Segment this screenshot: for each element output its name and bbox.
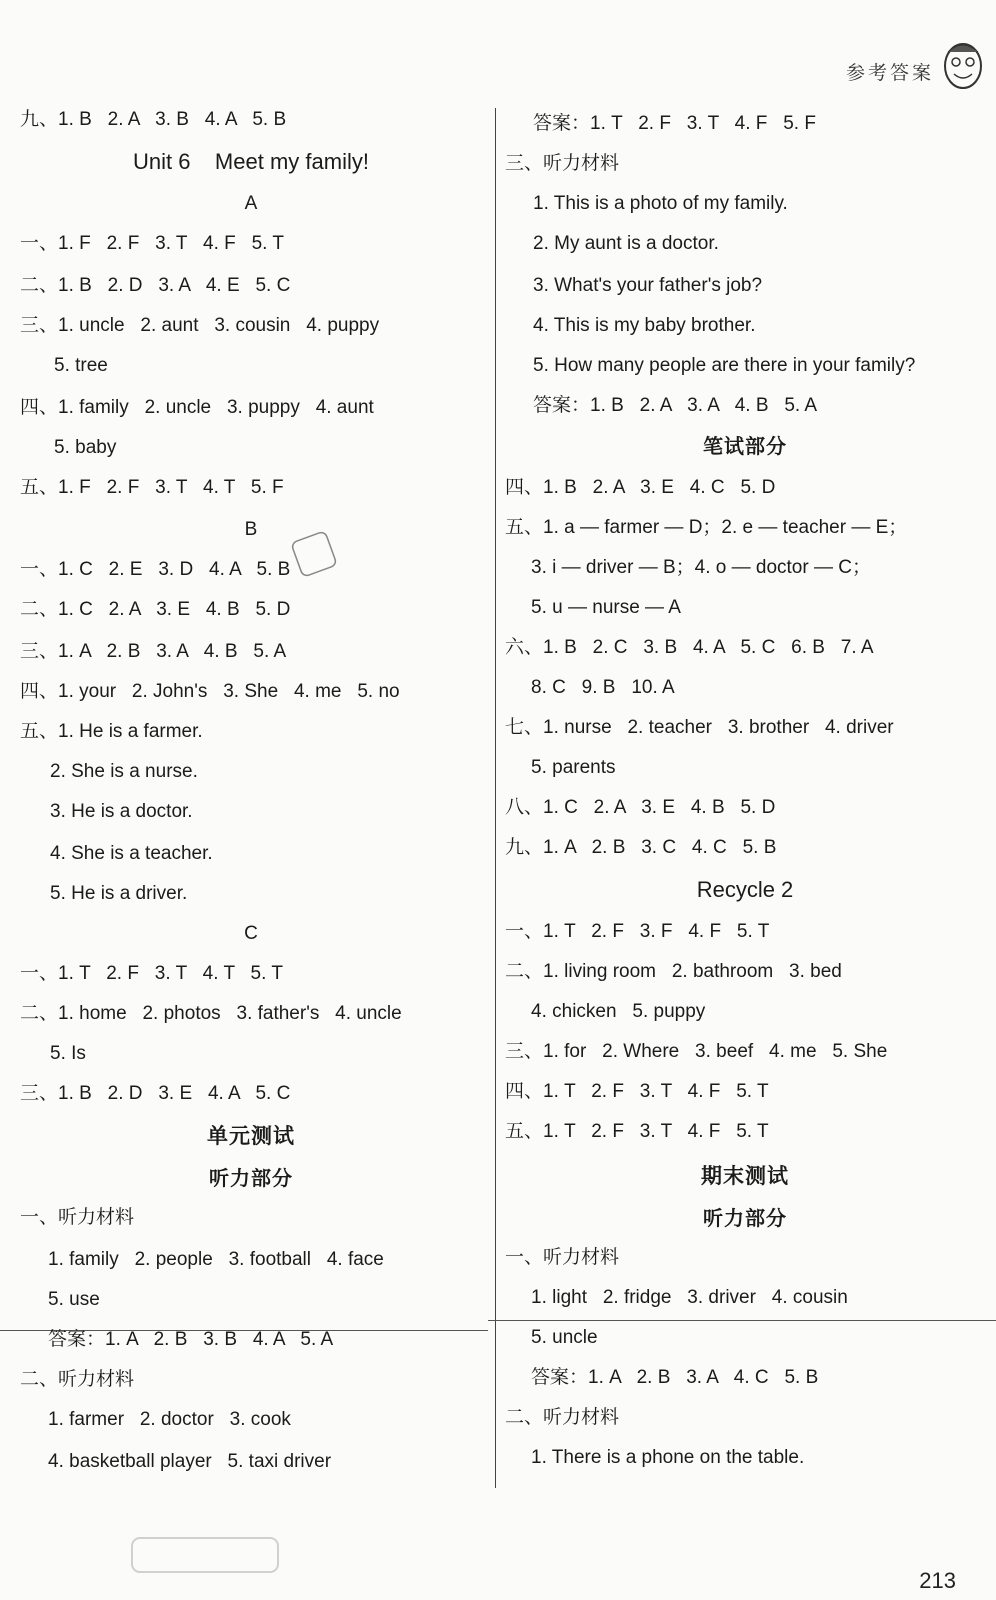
left-line: 四、1. family 2. uncle 3. puppy 4. aunt bbox=[20, 397, 374, 418]
right-line: 三、1. for 2. Where 3. beef 4. me 5. She bbox=[505, 1041, 888, 1062]
left-line: 5. Is bbox=[50, 1043, 86, 1064]
right-line: 5. u — nurse — A bbox=[531, 597, 681, 618]
left-line: 一、1. C 2. E 3. D 4. A 5. B bbox=[20, 559, 291, 580]
left-line: 三、1. uncle 2. aunt 3. cousin 4. puppy bbox=[20, 315, 380, 336]
right-line: 二、1. living room 2. bathroom 3. bed bbox=[505, 961, 842, 982]
mascot-icon bbox=[940, 38, 986, 98]
left-line: Unit 6 Meet my family! bbox=[133, 149, 369, 174]
right-line: 七、1. nurse 2. teacher 3. brother 4. driver bbox=[505, 717, 894, 738]
left-line: 五、1. F 2. F 3. T 4. T 5. F bbox=[20, 477, 284, 498]
right-line: 三、听力材料 bbox=[505, 153, 620, 174]
right-line: 答案：1. A 2. B 3. A 4. C 5. B bbox=[531, 1367, 819, 1388]
right-line: 四、1. T 2. F 3. T 4. F 5. T bbox=[505, 1081, 769, 1102]
left-line: 二、1. C 2. A 3. E 4. B 5. D bbox=[20, 599, 291, 620]
right-rule bbox=[488, 1320, 996, 1321]
left-line: 答案：1. A 2. B 3. B 4. A 5. A bbox=[48, 1329, 334, 1350]
right-line: 答案：1. T 2. F 3. T 4. F 5. F bbox=[533, 113, 816, 134]
right-line: 4. This is my baby brother. bbox=[533, 315, 756, 336]
right-line: 2. My aunt is a doctor. bbox=[533, 233, 719, 254]
left-line: 5. tree bbox=[54, 355, 108, 376]
right-line: 1. light 2. fridge 3. driver 4. cousin bbox=[531, 1287, 848, 1308]
left-line: 4. basketball player 5. taxi driver bbox=[48, 1451, 332, 1472]
left-line: 二、1. home 2. photos 3. father's 4. uncle bbox=[20, 1003, 402, 1024]
left-line: 四、1. your 2. John's 3. She 4. me 5. no bbox=[20, 681, 400, 702]
left-line: 1. farmer 2. doctor 3. cook bbox=[48, 1409, 291, 1430]
right-line: 五、1. T 2. F 3. T 4. F 5. T bbox=[505, 1121, 769, 1142]
left-line: 三、1. A 2. B 3. A 4. B 5. A bbox=[20, 641, 287, 662]
left-line: 二、听力材料 bbox=[20, 1369, 135, 1390]
left-line: 一、1. T 2. F 3. T 4. T 5. T bbox=[20, 963, 283, 984]
left-line: 5. baby bbox=[54, 437, 117, 458]
right-line: 五、1. a — farmer — D；2. e — teacher — E； bbox=[505, 517, 908, 538]
right-line: 8. C 9. B 10. A bbox=[531, 677, 675, 698]
right-line: 3. What's your father's job? bbox=[533, 275, 763, 296]
page-number: 213 bbox=[919, 1568, 956, 1593]
right-line: 1. There is a phone on the table. bbox=[531, 1447, 805, 1468]
left-line: 三、1. B 2. D 3. E 4. A 5. C bbox=[20, 1083, 291, 1104]
right-line: 答案：1. B 2. A 3. A 4. B 5. A bbox=[533, 395, 818, 416]
stamp-mark-icon bbox=[290, 530, 338, 578]
left-line: 听力部分 bbox=[209, 1166, 293, 1190]
right-line: 1. This is a photo of my family. bbox=[533, 193, 788, 214]
left-line: 二、1. B 2. D 3. A 4. E 5. C bbox=[20, 275, 291, 296]
left-line: 2. She is a nurse. bbox=[50, 761, 198, 782]
right-line: 听力部分 bbox=[703, 1206, 787, 1230]
left-line: 4. She is a teacher. bbox=[50, 843, 213, 864]
right-line: Recycle 2 bbox=[696, 877, 794, 902]
header-title: 参考答案 bbox=[845, 62, 934, 84]
right-line: 四、1. B 2. A 3. E 4. C 5. D bbox=[505, 477, 776, 498]
left-line: C bbox=[244, 923, 258, 944]
left-line: 1. family 2. people 3. football 4. face bbox=[48, 1249, 384, 1270]
left-line: 5. use bbox=[48, 1289, 100, 1310]
right-line: 3. i — driver — B；4. o — doctor — C； bbox=[531, 557, 871, 578]
right-line: 笔试部分 bbox=[703, 434, 787, 458]
left-line: B bbox=[244, 519, 258, 540]
left-line: 3. He is a doctor. bbox=[50, 801, 193, 822]
right-line: 5. parents bbox=[531, 757, 616, 778]
watermark-icon bbox=[130, 1530, 280, 1580]
right-line: 4. chicken 5. puppy bbox=[531, 1001, 706, 1022]
right-line: 5. uncle bbox=[531, 1327, 598, 1348]
left-line: 九、1. B 2. A 3. B 4. A 5. B bbox=[20, 109, 287, 130]
right-line: 八、1. C 2. A 3. E 4. B 5. D bbox=[505, 797, 776, 818]
column-divider bbox=[495, 108, 496, 1488]
right-line: 一、1. T 2. F 3. F 4. F 5. T bbox=[505, 921, 770, 942]
left-line: 一、听力材料 bbox=[20, 1207, 135, 1228]
right-line: 5. How many people are there in your family? bbox=[533, 355, 916, 376]
left-line: A bbox=[244, 193, 258, 214]
right-line: 九、1. A 2. B 3. C 4. C 5. B bbox=[505, 837, 777, 858]
right-line: 一、听力材料 bbox=[505, 1247, 620, 1268]
left-line: 单元测试 bbox=[207, 1124, 295, 1148]
left-line: 一、1. F 2. F 3. T 4. F 5. T bbox=[20, 233, 284, 254]
right-line: 期末测试 bbox=[701, 1164, 789, 1188]
right-line: 二、听力材料 bbox=[505, 1407, 620, 1428]
left-line: 5. He is a driver. bbox=[50, 883, 188, 904]
left-line: 五、1. He is a farmer. bbox=[20, 721, 203, 742]
right-line: 六、1. B 2. C 3. B 4. A 5. C 6. B 7. A bbox=[505, 637, 874, 658]
